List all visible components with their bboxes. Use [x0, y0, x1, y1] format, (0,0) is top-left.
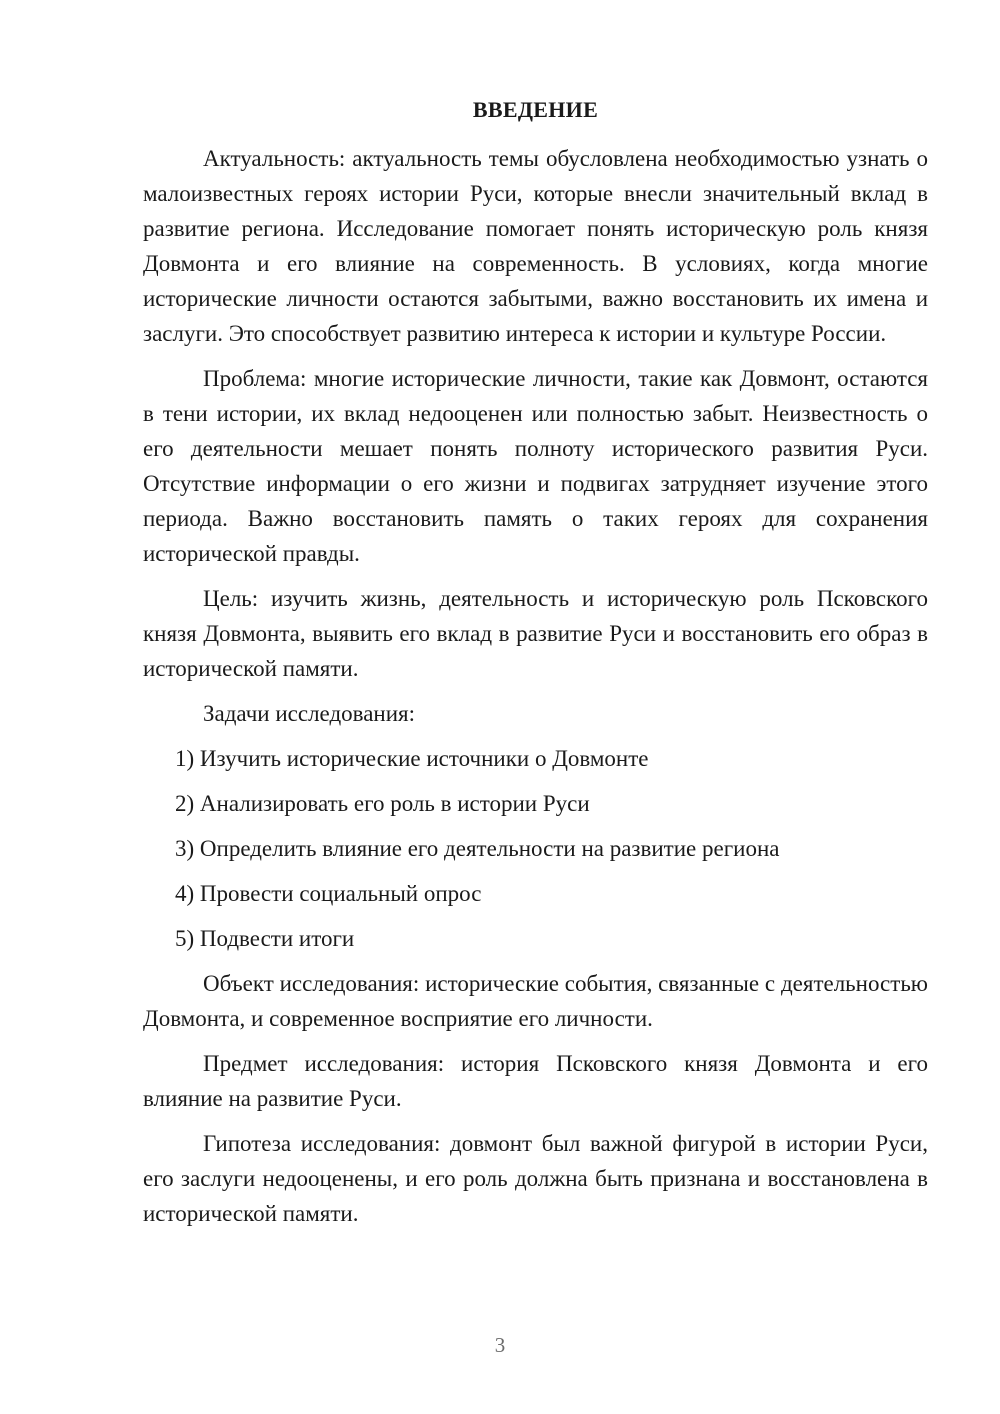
task-item: 3) Определить влияние его деятельности на развитие региона: [175, 836, 780, 861]
task-item: 4) Провести социальный опрос: [175, 881, 482, 906]
tasks-title: Задачи исследования:: [203, 701, 416, 726]
goal-paragraph: Цель: изучить жизнь, деятельность и историческую роль Псковского князя Довмонта, выявить его вклад в развитие Руси и восстановить его образ в исторической памяти.: [143, 586, 928, 681]
relevance-paragraph: Актуальность: актуальность темы обусловлена необходимостью узнать о малоизвестных героях истории Руси, которые внесли значительный вклад в развитие региона. Исследование помогает понять историческую роль князя Довмонта и его влияние на современность. В условиях, когда многие исторические личности остаются забытыми, важно восстановить их имена и заслуги. Это способствует развитию интереса к истории и культуре России.: [143, 146, 928, 346]
section-heading: ВВЕДЕНИЕ: [472, 97, 599, 122]
task-item: 5) Подвести итоги: [175, 926, 355, 951]
page-number: 3: [494, 1333, 506, 1357]
problem-paragraph: Проблема: многие исторические личности, такие как Довмонт, остаются в тени истории, их вклад недооценен или полностью забыт. Неизвестность о его деятельности мешает понять полноту исторического развития Руси. Отсутствие информации о его жизни и подвигах затрудняет изучение этого периода. Важно восстановить память о таких героях для сохранения исторической правды.: [143, 366, 928, 566]
hypothesis-paragraph: Гипотеза исследования: довмонт был важной фигурой в истории Руси, его заслуги недооценены, и его роль должна быть признана и восстановлена в исторической памяти.: [143, 1131, 928, 1226]
page-content: [143, 95, 928, 1241]
object-paragraph: Объект исследования: исторические события, связанные с деятельностью Довмонта, и современное восприятие его личности.: [143, 971, 928, 1031]
subject-paragraph: Предмет исследования: история Псковского князя Довмонта и его влияние на развитие Руси.: [143, 1051, 928, 1111]
task-item: 2) Анализировать его роль в истории Руси: [175, 791, 590, 816]
task-item: 1) Изучить исторические источники о Довмонте: [175, 746, 649, 771]
task-list: [143, 741, 928, 956]
